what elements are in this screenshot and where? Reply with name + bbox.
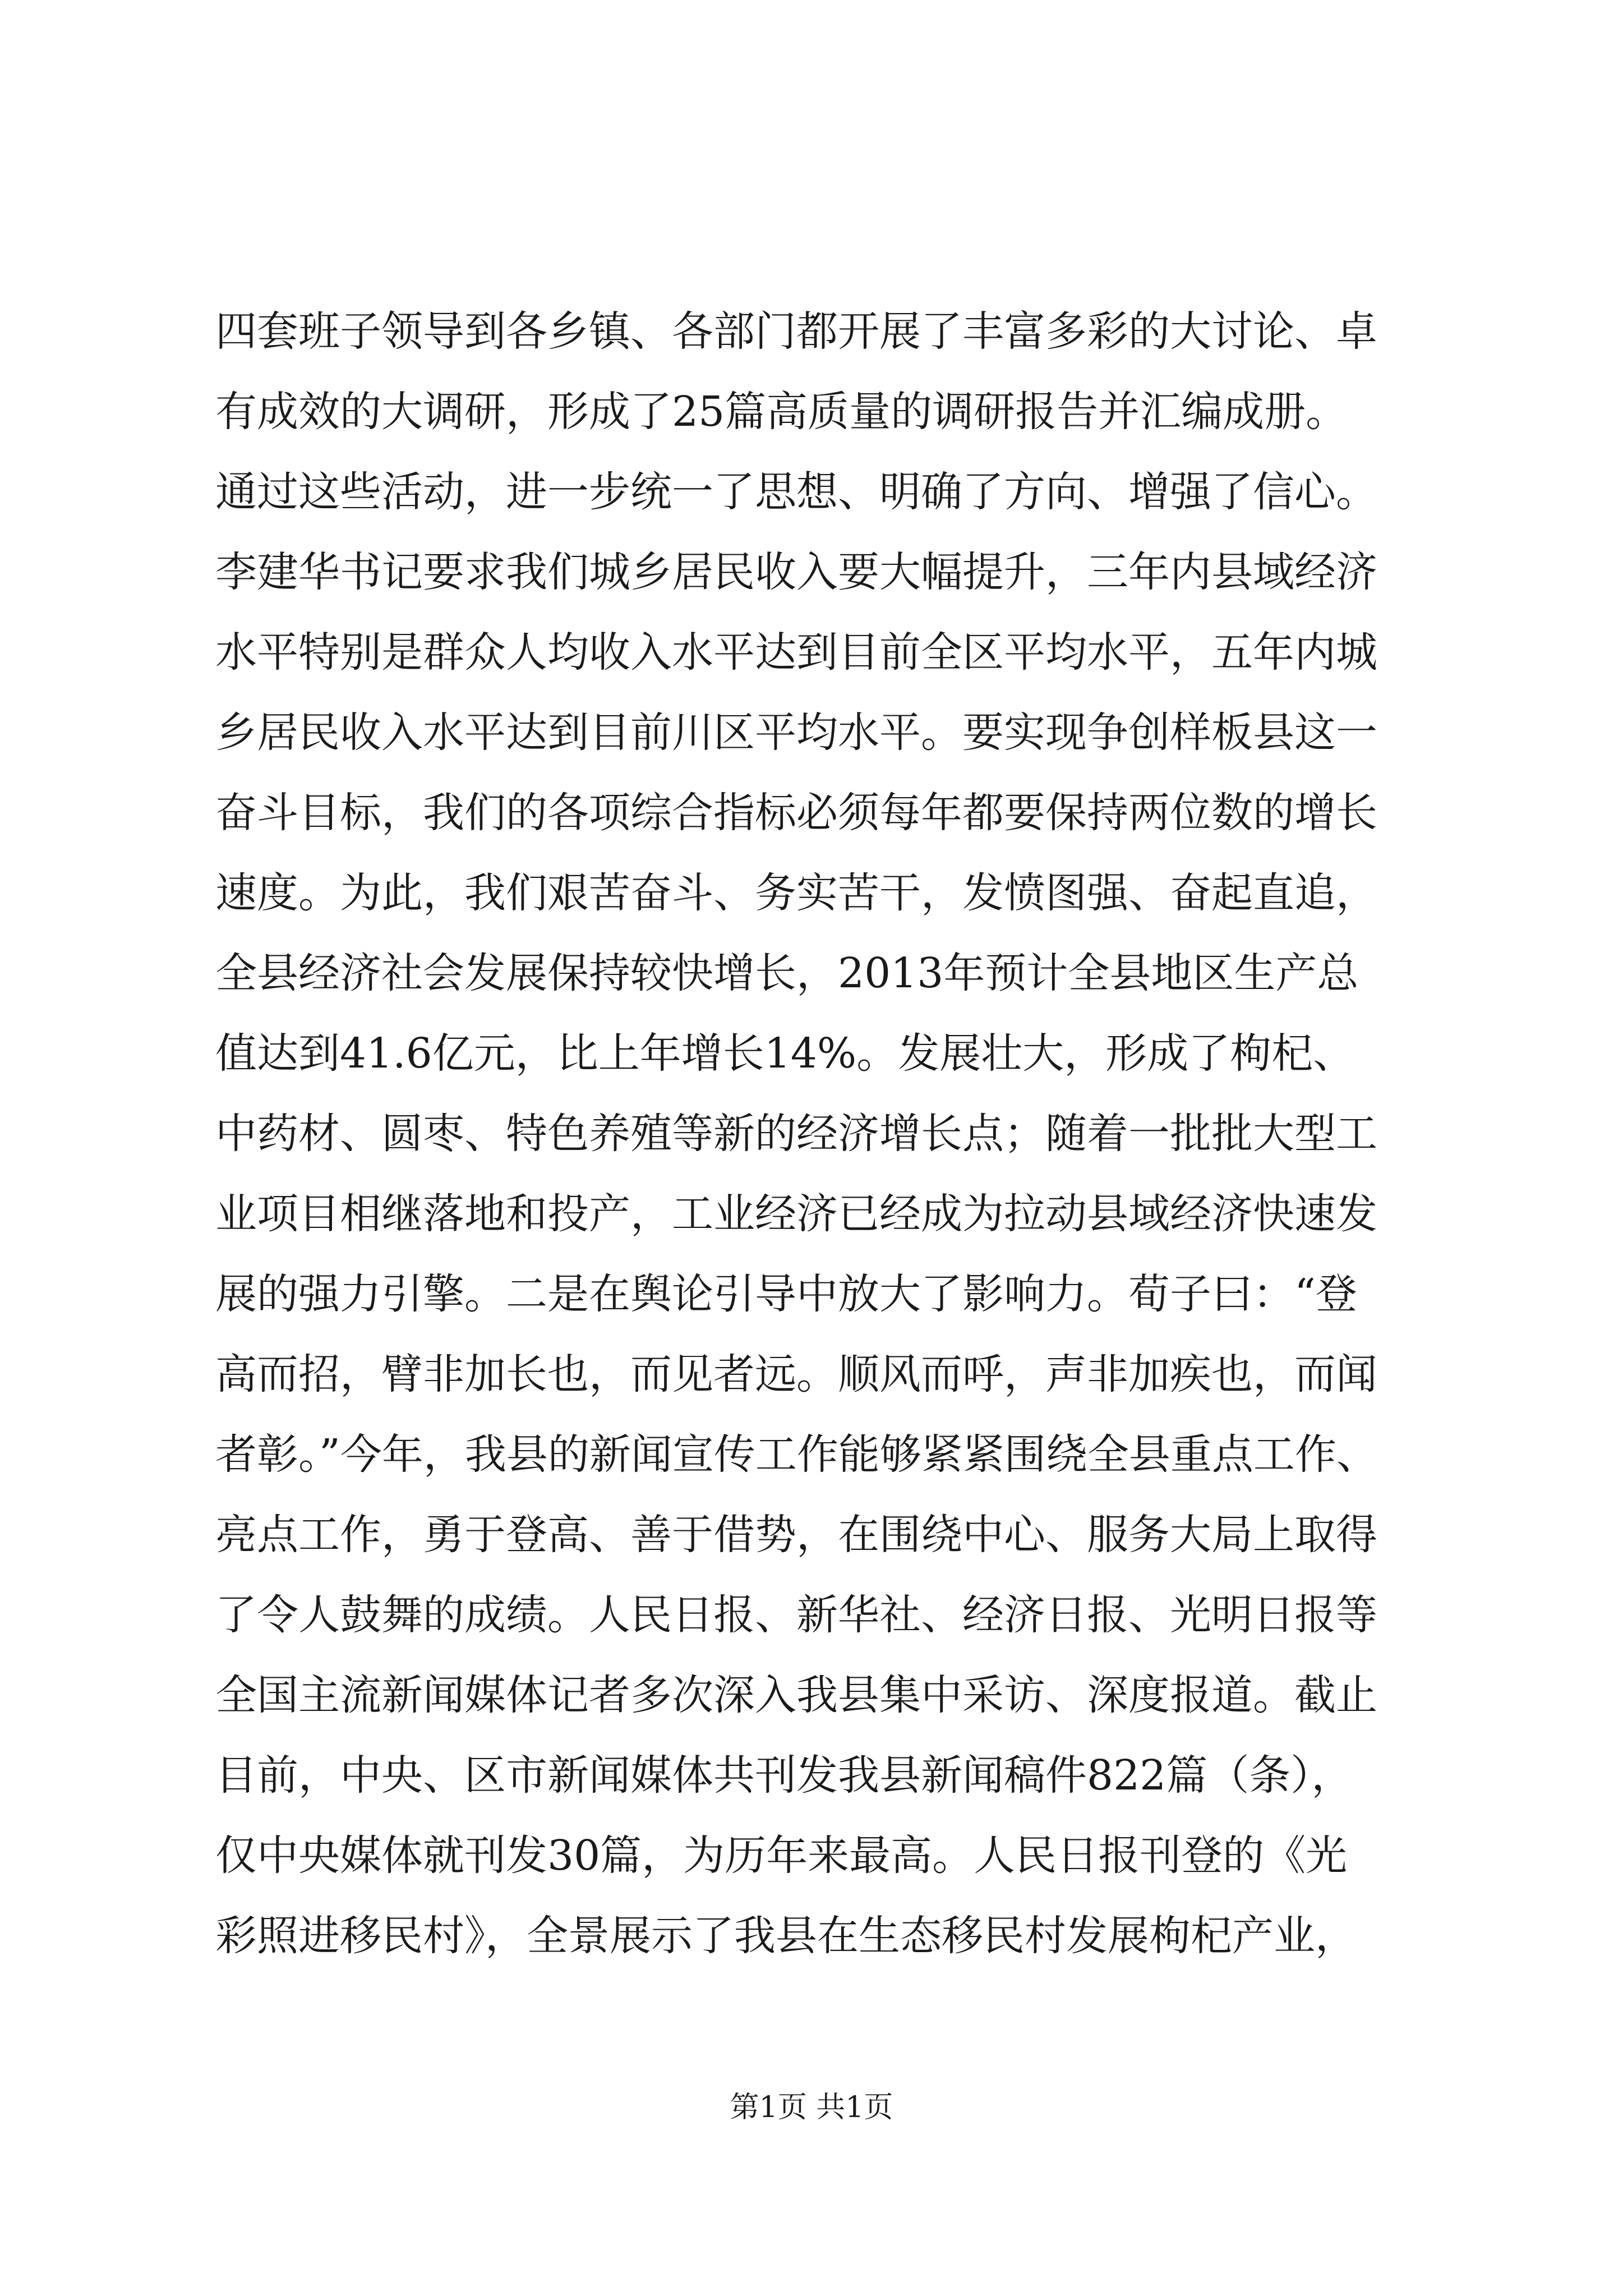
body-text xyxy=(215,292,1460,1976)
text-line: 彩照进移民村》，全景展示了我县在生态移民村发展枸杞产业， xyxy=(215,1912,1357,1960)
text-line: 乡居民收入水平达到目前川区平均水平。要实现争创样板县这一 xyxy=(215,708,1377,757)
text-line: 仅中央媒体就刊发30篇，为历年来最高。人民日报刊登的《光 xyxy=(215,1832,1348,1880)
text-line: 有成效的大调研，形成了25篇高质量的调研报告并汇编成册。 xyxy=(215,388,1348,436)
text-line: 全国主流新闻媒体记者多次深入我县集中采访、深度报道。截止 xyxy=(215,1671,1377,1719)
text-line: 值达到41.6亿元，比上年增长14%。发展壮大，形成了枸杞、 xyxy=(215,1029,1355,1078)
text-line: 者彰。”今年，我县的新闻宣传工作能够紧紧围绕全县重点工作、 xyxy=(215,1430,1378,1479)
text-line: 中药材、圆枣、特色养殖等新的经济增长点；随着一批批大型工 xyxy=(215,1110,1377,1158)
text-line: 速度。为此，我们艰苦奋斗、务实苦干，发愤图强、奋起直追， xyxy=(215,869,1377,917)
text-line: 了令人鼓舞的成绩。人民日报、新华社、经济日报、光明日报等 xyxy=(215,1591,1377,1639)
text-line: 全县经济社会发展保持较快增长，2013年预计全县地区生产总 xyxy=(215,949,1359,997)
text-line: 目前，中央、区市新闻媒体共刊发我县新闻稿件822篇（条）， xyxy=(215,1751,1353,1800)
text-line: 李建华书记要求我们城乡居民收入要大幅提升，三年内县域经济 xyxy=(215,548,1377,596)
text-line: 四套班子领导到各乡镇、各部门都开展了丰富多彩的大讨论、卓 xyxy=(215,307,1377,356)
text-line: 业项目相继落地和投产，工业经济已经成为拉动县域经济快速发 xyxy=(215,1190,1377,1238)
text-line: 通过这些活动，进一步统一了思想、明确了方向、增强了信心。 xyxy=(215,468,1377,516)
text-line: 奋斗目标，我们的各项综合指标必须每年都要保持两位数的增长 xyxy=(215,789,1377,837)
text-line: 高而招，臂非加长也，而见者远。顺风而呼，声非加疾也，而闻 xyxy=(215,1350,1377,1398)
text-line: 亮点工作，勇于登高、善于借势，在围绕中心、服务大局上取得 xyxy=(215,1511,1377,1559)
text-line: 展的强力引擎。二是在舆论引导中放大了影响力。荀子曰：“登 xyxy=(215,1270,1357,1318)
page-footer: 第1页 共1页 xyxy=(730,2091,893,2124)
text-line: 水平特别是群众人均收入水平达到目前全区平均水平，五年内城 xyxy=(215,628,1377,677)
